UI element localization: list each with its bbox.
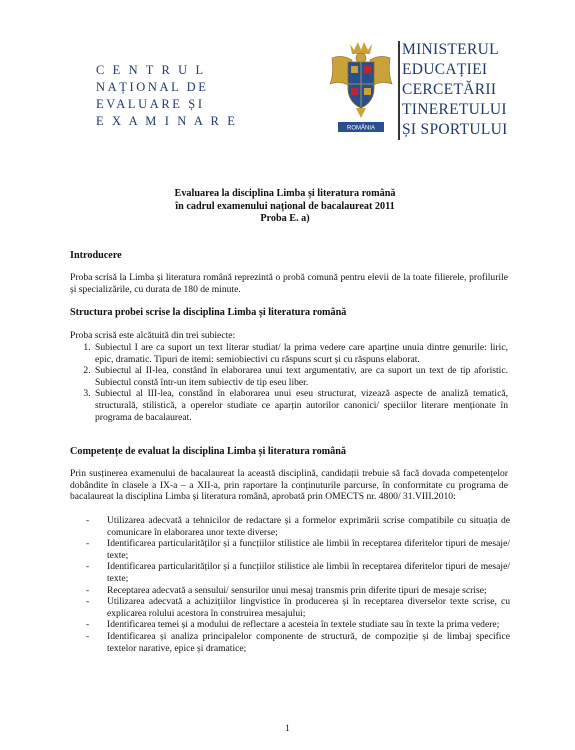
list-item: - Identificarea particularităților și a funcțiilor stilistice ale limbii în receptarea diferitelor tipuri de mesaje/ texte; — [86, 538, 510, 561]
list-item: 1. Subiectul I are ca suport un text literar studiat/ la prima vedere care aparține unuia dintre genurile: liric, epic, dramatic. Tipuri de itemi: semiobiectivi cu răspuns scurt și cu răspuns elaborat. — [93, 342, 508, 365]
structure-list — [70, 342, 508, 423]
structure-lead: Proba scrisă este alcătuită din trei subiecte: — [70, 330, 236, 341]
title-line-2: în cadrul examenului național de bacalaureat 2011 — [175, 200, 395, 212]
intro-paragraph: Proba scrisă la Limba și literatura română reprezintă o probă comună pentru elevii de la toate filierele, profilurile și specializările, cu durata de 180 de minute. — [70, 272, 508, 295]
list-item: - Utilizarea adecvată a tehnicilor de redactare și a formelor exprimării scrise compatibile cu situația de comunicare în elaborarea unor texte diverse; — [86, 515, 510, 538]
list-item: - Utilizarea adecvată a achizițiilor lingvistice în producerea și în receptarea diverselor texte scrise, cu explicarea rolului acestora în construirea mesajului; — [86, 596, 510, 619]
list-item: - Receptarea adecvată a sensului/ sensurilor unui mesaj transmis prin diferite tipuri de mesaje scrise; — [86, 585, 510, 597]
cnee-line: E X A M I N A R E — [96, 114, 238, 128]
list-item: - Identificarea particularităților și a funcțiilor stilistice ale limbii în receptarea diferitelor tipuri de mesaje/ texte; — [86, 561, 510, 584]
structure-heading: Structura probei scrise la disciplina Limba și literatura română — [70, 307, 347, 318]
title-line-3: Proba E. a) — [260, 213, 310, 224]
ministry-line: TINERETULUI — [402, 101, 507, 118]
competences-heading: Competențe de evaluat la disciplina Limba și literatura română — [70, 446, 346, 457]
page-number: 1 — [285, 724, 290, 734]
competences-lead: Prin susținerea examenului de bacalaureat la această disciplină, candidații trebuie să facă dovada competențelor dobândite în clasele a IX-a – a XII-a, prin raportare la conținuturile parcurse, în conformitate cu programa de bacalaureat la disciplina Limba și literatura română, aprobată prin OMECTS nr. 4800/ 31.VIII.2010: — [70, 468, 508, 503]
intro-heading: Introducere — [70, 250, 122, 261]
ministry-line: ȘI SPORTULUI — [402, 121, 508, 138]
list-item: 2. Subiectul al II-lea, constând în elaborarea unui text argumentativ, are ca suport un text de tip aforistic. Subiectul constă într-un item subiectiv de tip eseu liber. — [93, 365, 508, 388]
list-item: 3. Subiectul al III-lea, constând în elaborarea unui eseu structurat, vizează aspecte de analiză tematică, structurală, stilistică, a operelor studiate ce aparțin autorilor canonici/ speciilor literare menționate în programa de bacalaureat. — [93, 388, 508, 423]
romania-crest-icon — [326, 40, 396, 140]
cnee-line: EVALUARE ȘI — [96, 97, 205, 111]
competences-list — [86, 515, 510, 654]
ministry-logo-text — [402, 40, 572, 140]
svg-text:ROMÂNIA: ROMÂNIA — [346, 125, 376, 132]
ministry-line: MINISTERUL — [402, 41, 499, 58]
cnee-line: C E N T R U L — [96, 63, 206, 77]
ministry-line: EDUCAȚIEI — [402, 61, 488, 78]
list-item: - Identificarea și analiza principalelor componente de structură, de compoziție și de limbaj specifice textelor narative, epice și dramatice; — [86, 631, 510, 654]
ministry-line: CERCETĂRII — [402, 81, 497, 98]
document-title — [70, 188, 500, 226]
header-divider — [398, 41, 400, 140]
title-line-1: Evaluarea la disciplina Limba și literatura română — [174, 188, 396, 199]
cnee-line: NAȚIONAL DE — [96, 80, 209, 94]
cnee-logo-text — [96, 62, 238, 130]
list-item: - Identificarea temei și a modului de reflectare a acesteia în textele studiate sau în texte la prima vedere; — [86, 619, 510, 631]
